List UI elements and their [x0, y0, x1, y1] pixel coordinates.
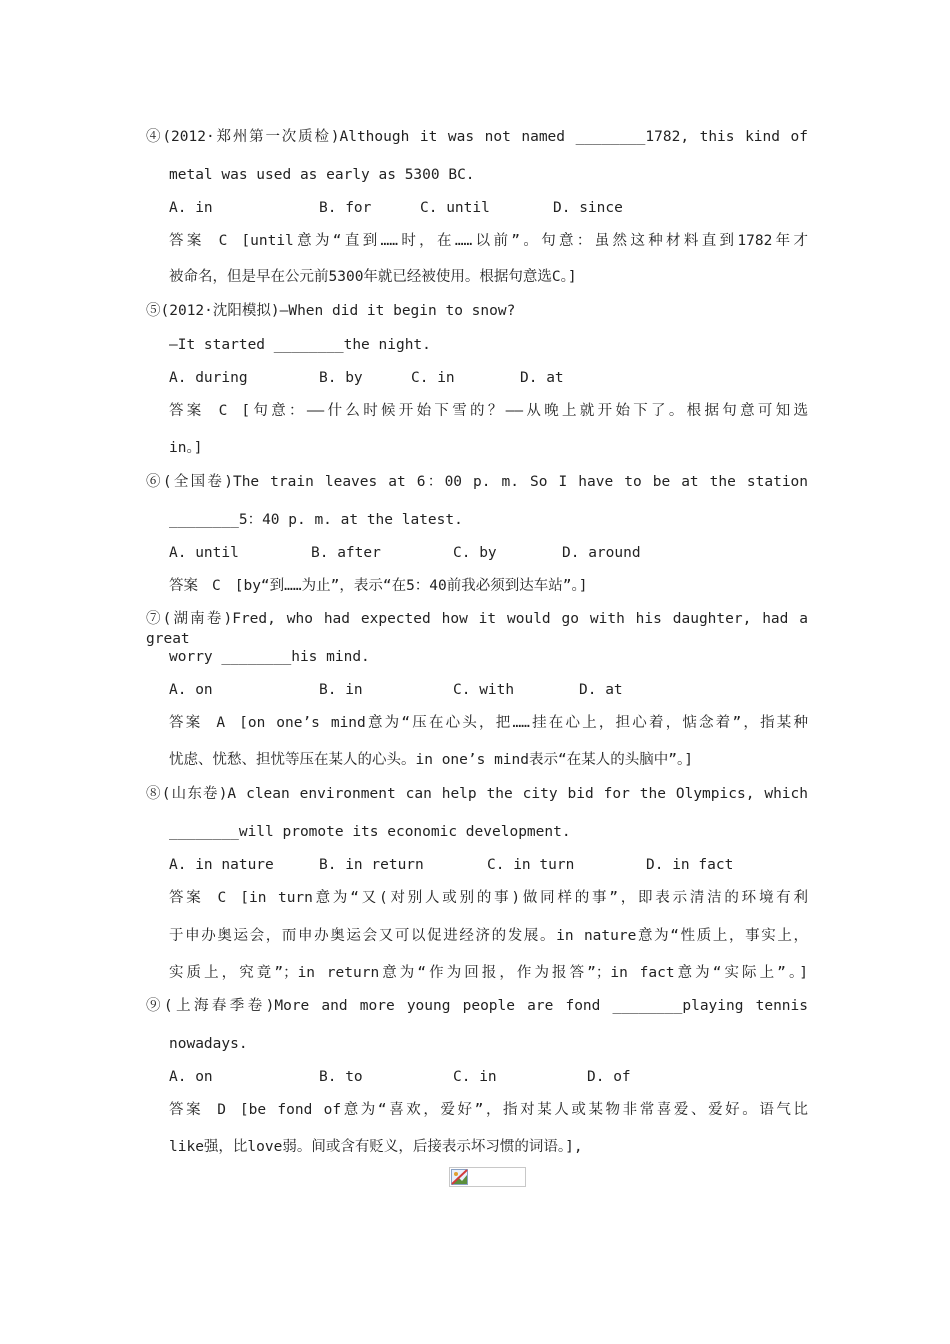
- question-6-stem: [146, 472, 808, 492]
- question-7-stem: [146, 609, 808, 649]
- question-text: (2012·郑州第一次质检)Although it was not named ________1782, this kind of: [162, 129, 808, 145]
- question-text: (上海春季卷)More and more young people are fond ________playing tennis: [163, 998, 808, 1014]
- broken-image: [449, 1167, 526, 1187]
- answer-label: 答案: [169, 890, 204, 906]
- question-7-stem-cont: worry ________his mind.: [169, 649, 370, 665]
- answer-letter: D: [217, 1102, 226, 1118]
- answer-explanation: [by“到……为止”，表示“在5：40前我必须到达车站”。]: [234, 578, 588, 594]
- question-6-stem-cont: ________5：40 p. m. at the latest.: [169, 512, 463, 528]
- option-d: D. at: [579, 682, 623, 698]
- question-9-stem: [146, 996, 808, 1016]
- question-number: ⑨: [146, 998, 164, 1014]
- answer-explanation-cont: in。]: [169, 440, 203, 456]
- answer-line: [169, 1100, 808, 1120]
- option-a: A. on: [169, 1069, 213, 1085]
- answer-explanation: [句意：——什么时候开始下雪的？——从晚上就开始下了。根据句意可知选: [241, 403, 809, 419]
- broken-image-icon: [451, 1169, 468, 1185]
- answer-explanation-cont: 实质上，究竟”；in return意为“作为回报，作为报答”；in fact意为“实际上”。]: [169, 965, 808, 981]
- question-number: ⑧: [146, 786, 162, 802]
- option-b: B. for: [319, 200, 372, 216]
- question-text: (湖南卷)Fred, who had expected how it would go with his daughter, had a great: [146, 611, 809, 647]
- option-a: A. until: [169, 545, 239, 561]
- answer-letter: C: [218, 403, 228, 419]
- question-number: ⑦: [146, 611, 163, 627]
- answer-explanation-cont: 于申办奥运会，而申办奥运会又可以促进经济的发展。in nature意为“性质上，事实上，: [169, 928, 808, 944]
- option-b: B. in: [319, 682, 363, 698]
- answer-explanation: [on one’s mind意为“压在心头，把……挂在心上，担心着，惦念着”，指某种: [239, 715, 809, 731]
- question-9-stem-cont: nowadays.: [169, 1036, 248, 1052]
- option-b: B. to: [319, 1069, 363, 1085]
- question-text: (山东卷)A clean environment can help the city bid for the Olympics, which: [161, 786, 808, 802]
- question-5-stem: [146, 301, 808, 321]
- answer-letter: C: [218, 233, 228, 249]
- question-number: ⑤: [146, 303, 161, 319]
- option-b: B. after: [311, 545, 381, 561]
- option-c: C. in turn: [487, 857, 575, 873]
- question-text: (全国卷)The train leaves at 6：00 p. m. So I have to be at the station: [162, 474, 809, 490]
- option-a: A. on: [169, 682, 213, 698]
- option-c: C. with: [453, 682, 515, 698]
- answer-explanation: [in turn意为“又(对别人或别的事)做同样的事”，即表示清洁的环境有利: [240, 890, 808, 906]
- question-5-stem-cont: —It started ________the night.: [169, 337, 431, 353]
- question-8-stem: [146, 784, 808, 804]
- option-d: D. in fact: [646, 857, 734, 873]
- option-c: C. by: [453, 545, 497, 561]
- option-c: C. in: [411, 370, 455, 386]
- answer-explanation: [be fond of意为“喜欢，爱好”，指对某人或某物非常喜爱、爱好。语气比: [239, 1102, 809, 1118]
- option-c: C. in: [453, 1069, 497, 1085]
- question-4-stem: [146, 127, 808, 147]
- option-b: B. in return: [319, 857, 424, 873]
- answer-label: 答案: [169, 578, 198, 594]
- answer-line: [169, 713, 808, 733]
- answer-explanation-cont: 忧虑、忧愁、担忧等压在某人的心头。in one’s mind表示“在某人的头脑中”。]: [169, 752, 693, 768]
- answer-letter: C: [217, 890, 227, 906]
- option-d: D. of: [587, 1069, 631, 1085]
- option-a: A. in: [169, 200, 213, 216]
- answer-line: [169, 401, 808, 421]
- question-8-stem-cont: ________will promote its economic development.: [169, 824, 571, 840]
- answer-letter: C: [212, 578, 221, 594]
- option-c: C. until: [420, 200, 490, 216]
- answer-line: [169, 576, 808, 596]
- option-a: A. in nature: [169, 857, 274, 873]
- option-d: D. since: [553, 200, 623, 216]
- answer-label: 答案: [169, 403, 205, 419]
- question-4-stem-cont: metal was used as early as 5300 BC.: [169, 167, 475, 183]
- answer-label: 答案: [169, 233, 205, 249]
- answer-explanation: [until意为“直到……时，在……以前”。句意：虽然这种材料直到1782年才: [241, 233, 808, 249]
- question-text: (2012·沈阳模拟)—When did it begin to snow?: [160, 303, 516, 319]
- answer-explanation-cont: 被命名，但是早在公元前5300年就已经被使用。根据句意选C。]: [169, 269, 577, 285]
- answer-label: 答案: [169, 715, 203, 731]
- option-d: D. around: [562, 545, 641, 561]
- option-a: A. during: [169, 370, 248, 386]
- question-number: ④: [146, 129, 163, 145]
- answer-line: [169, 231, 808, 251]
- answer-label: 答案: [169, 1102, 204, 1118]
- option-b: B. by: [319, 370, 363, 386]
- question-number: ⑥: [146, 474, 163, 490]
- option-d: D. at: [520, 370, 564, 386]
- answer-line: [169, 888, 808, 908]
- answer-explanation-cont: like强，比love弱。间或含有贬义，后接表示坏习惯的词语。],: [169, 1139, 583, 1155]
- answer-letter: A: [216, 715, 226, 731]
